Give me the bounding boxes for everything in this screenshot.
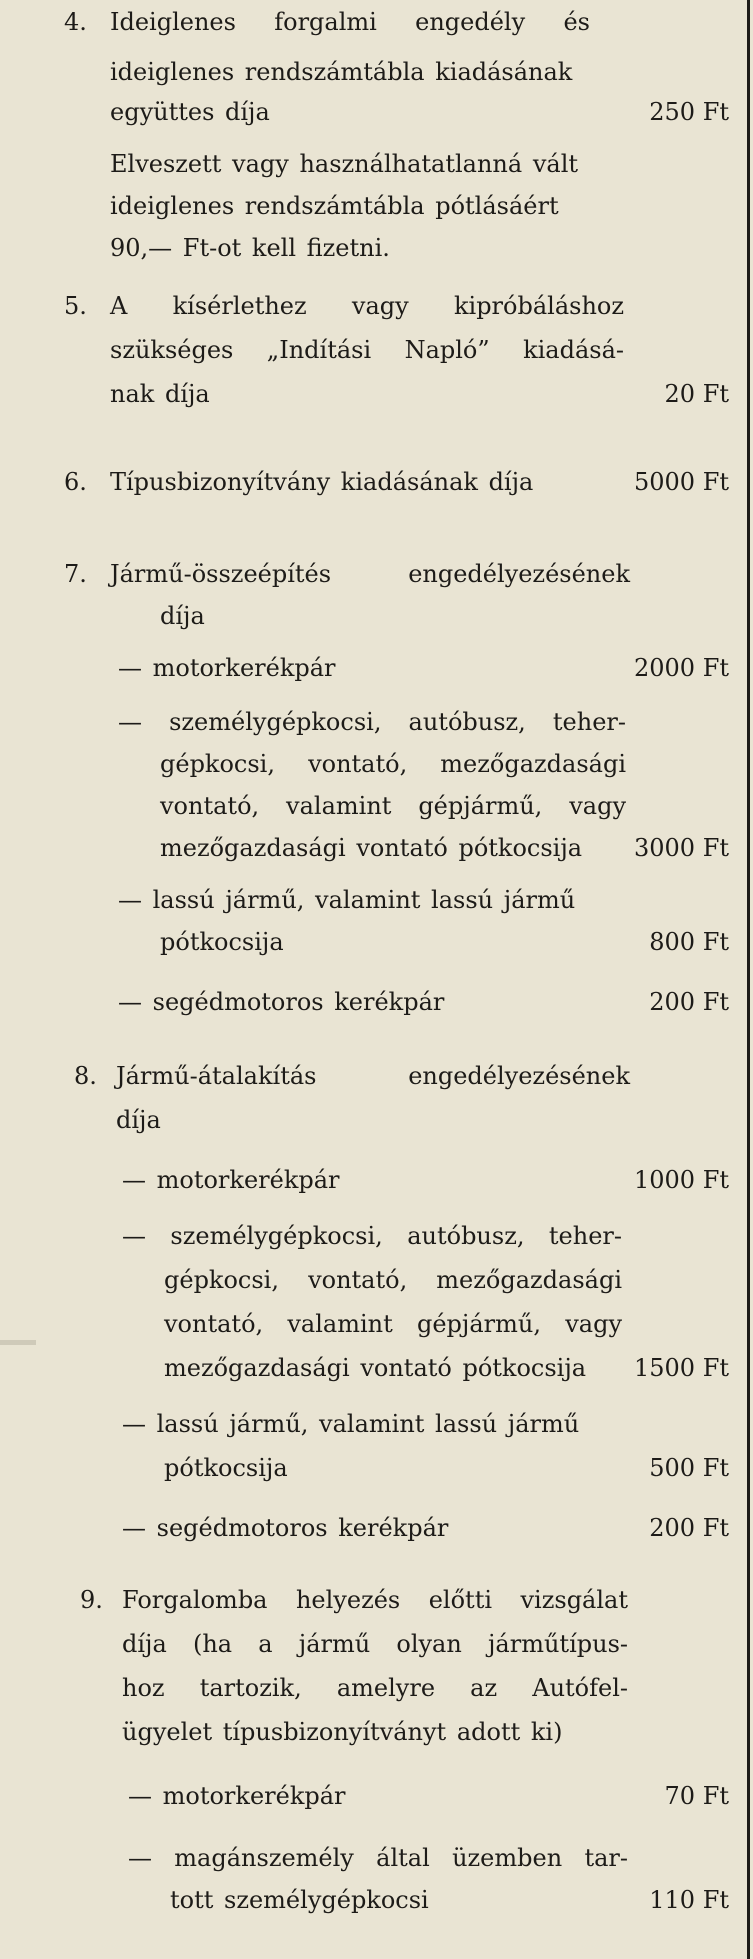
item-text-line: ideiglenes rendszámtábla kiadásának [110,58,573,86]
item-price: 20 Ft [664,380,729,408]
item-text-line: Ideiglenes forgalmi engedély és [110,8,590,36]
sub-item-price: 70 Ft [664,1782,729,1810]
item-text-line: díja [116,1106,161,1134]
item-text-line: hoz tartozik, amelyre az Autófel- [122,1674,628,1702]
sub-item-line: — lassú jármű, valamint lassú jármű [118,886,576,914]
sub-item-line: tott személygépkocsi [170,1886,429,1914]
sub-item-line: — segédmotoros kerékpár [118,988,445,1016]
sub-item-price: 3000 Ft [633,834,729,862]
sub-item-line: pótkocsija [160,928,284,956]
note-line: Elveszett vagy használhatatlanná vált [110,150,579,178]
item-text-line: díja [160,602,205,630]
item-price: 250 Ft [649,98,729,126]
item-number: 4. [64,8,87,36]
item-number: 7. [64,560,87,588]
item-number: 8. [74,1062,97,1090]
sub-item-price: 200 Ft [649,1514,729,1542]
sub-item-price: 800 Ft [649,928,729,956]
sub-item-line: mezőgazdasági vontató pótkocsija [160,834,583,862]
sub-item-line: gépkocsi, vontató, mezőgazdasági [164,1266,622,1294]
sub-item-line: vontató, valamint gépjármű, vagy [164,1310,622,1338]
paper-mark [0,1340,36,1345]
sub-item-line: mezőgazdasági vontató pótkocsija [164,1354,587,1382]
item-number: 5. [64,292,87,320]
sub-item-price: 2000 Ft [633,654,729,682]
item-text-line: Típusbizonyítvány kiadásának díja [110,468,534,496]
item-text-line: nak díja [110,380,210,408]
item-price: 5000 Ft [633,468,729,496]
item-text-line: Jármű-átalakítás engedélyezésének [116,1062,630,1090]
right-margin-rule [747,0,750,1959]
sub-item-price: 500 Ft [649,1454,729,1482]
item-text-line: Jármű-összeépítés engedélyezésének [110,560,630,588]
sub-item-line: — motorkerékpár [118,654,336,682]
sub-item-price: 1000 Ft [633,1166,729,1194]
sub-item-price: 1500 Ft [633,1354,729,1382]
sub-item-price: 110 Ft [649,1886,729,1914]
sub-item-line: — segédmotoros kerékpár [122,1514,449,1542]
sub-item-line: — személygépkocsi, autóbusz, teher- [118,708,626,736]
item-text-line: Forgalomba helyezés előtti vizsgálat [122,1586,628,1614]
sub-item-line: — magánszemély által üzemben tar- [128,1844,628,1872]
note-line: ideiglenes rendszámtábla pótlásáért [110,192,559,220]
item-number: 6. [64,468,87,496]
note-line: 90,— Ft-ot kell fizetni. [110,234,390,262]
sub-item-line: — lassú jármű, valamint lassú jármű [122,1410,580,1438]
sub-item-line: — motorkerékpár [122,1166,340,1194]
sub-item-line: gépkocsi, vontató, mezőgazdasági [160,750,626,778]
sub-item-price: 200 Ft [649,988,729,1016]
sub-item-line: pótkocsija [164,1454,288,1482]
item-text-line: együttes díja [110,98,270,126]
item-text-line: díja (ha a jármű olyan járműtípus- [122,1630,628,1658]
item-text-line: A kísérlethez vagy kipróbáláshoz [110,292,624,320]
item-number: 9. [80,1586,103,1614]
sub-item-line: — motorkerékpár [128,1782,346,1810]
sub-item-line: — személygépkocsi, autóbusz, teher- [122,1222,622,1250]
sub-item-line: vontató, valamint gépjármű, vagy [160,792,626,820]
item-text-line: ügyelet típusbizonyítványt adott ki) [122,1718,563,1746]
item-text-line: szükséges „Indítási Napló” kiadásá- [110,336,624,364]
